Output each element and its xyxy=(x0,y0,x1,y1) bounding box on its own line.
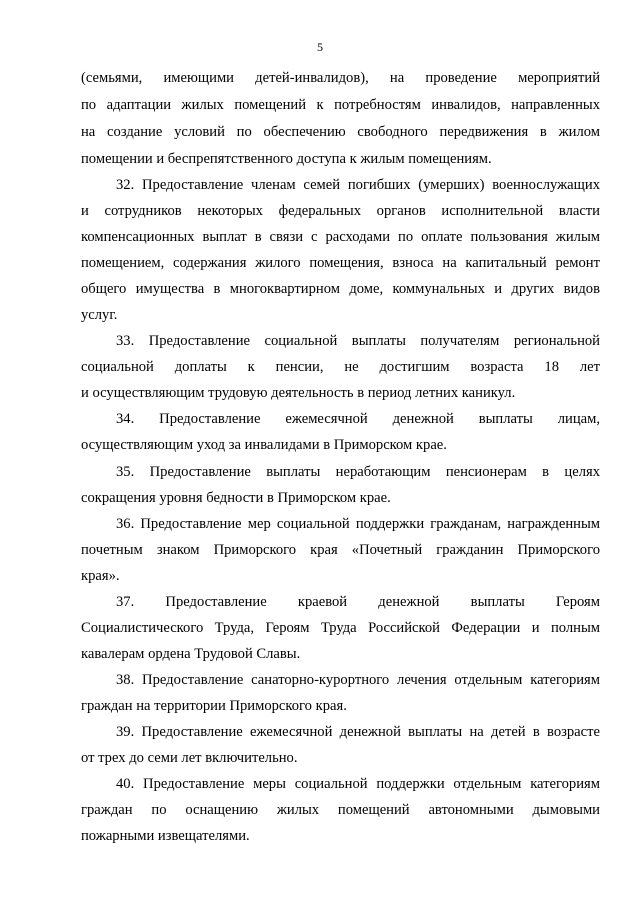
text-line: 38. Предоставление санаторно-курортного лечения отдельным категориям xyxy=(116,672,600,688)
text-line: 39. Предоставление ежемесячной денежной выплаты на детей в возрасте xyxy=(116,724,600,740)
text-line: 33. Предоставление социальной выплаты получателям региональной xyxy=(116,333,600,349)
text-line: Социалистического Труда, Героям Труда Российской Федерации и полным xyxy=(81,620,600,636)
text-line: пожарными извещателями. xyxy=(81,828,250,844)
text-line: 40. Предоставление меры социальной поддержки отдельным категориям xyxy=(116,776,600,792)
text-line: граждан на территории Приморского края. xyxy=(81,698,347,714)
text-line: компенсационных выплат в связи с расходами по оплате пользования жилым xyxy=(81,229,600,245)
text-line: помещении и беспрепятственного доступа к жилым помещениям. xyxy=(81,151,492,167)
text-line: услуг. xyxy=(81,307,118,323)
text-line: края». xyxy=(81,568,120,584)
text-line: сокращения уровня бедности в Приморском крае. xyxy=(81,490,391,506)
text-line: 37. Предоставление краевой денежной выплаты Героям xyxy=(116,594,600,610)
text-line: 32. Предоставление членам семей погибших (умерших) военнослужащих xyxy=(116,177,600,193)
text-line: граждан по оснащению жилых помещений автономными дымовыми xyxy=(81,802,600,818)
text-line: на создание условий по обеспечению свободного передвижения в жилом xyxy=(81,124,600,140)
text-line: помещением, содержания жилого помещения, взноса на капитальный ремонт xyxy=(81,255,600,271)
page-number: 5 xyxy=(317,40,323,54)
text-line: (семьями, имеющими детей-инвалидов), на проведение мероприятий xyxy=(81,70,600,86)
text-line: социальной доплаты к пенсии, не достигшим возраста 18 лет xyxy=(81,359,600,375)
text-line: и осуществляющим трудовую деятельность в период летних каникул. xyxy=(81,385,516,401)
text-line: 35. Предоставление выплаты неработающим пенсионерам в целях xyxy=(116,464,600,480)
text-line: общего имущества в многоквартирном доме, коммунальных и других видов xyxy=(81,281,600,297)
text-line: 36. Предоставление мер социальной поддержки гражданам, награжденным xyxy=(116,516,600,532)
text-line: 34. Предоставление ежемесячной денежной выплаты лицам, xyxy=(116,411,600,427)
text-line: от трех до семи лет включительно. xyxy=(81,750,298,766)
text-line: почетным знаком Приморского края «Почетный гражданин Приморского xyxy=(81,542,600,558)
text-line: и сотрудников некоторых федеральных органов исполнительной власти xyxy=(81,203,600,219)
text-line: по адаптации жилых помещений к потребностям инвалидов, направленных xyxy=(81,97,600,113)
text-line: кавалерам ордена Трудовой Славы. xyxy=(81,646,301,662)
text-line: осуществляющим уход за инвалидами в Приморском крае. xyxy=(81,437,447,453)
